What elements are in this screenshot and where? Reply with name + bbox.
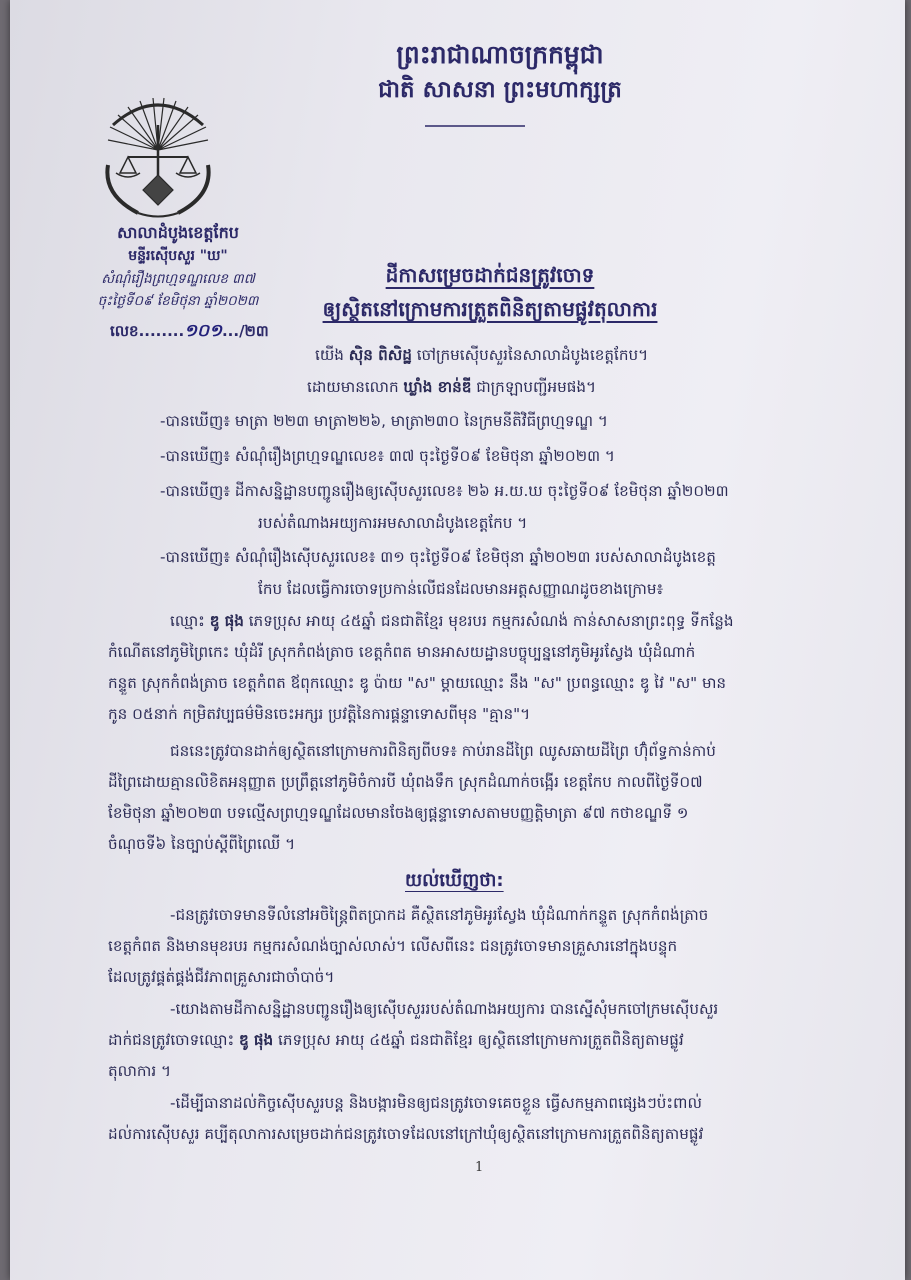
document-title-line2: ឲ្យស្ថិតនៅក្រោមការត្រួតពិនិត្យតាមផ្លូវតុលាការ	[322, 297, 658, 321]
judge-name: ស៊ិន ពិសិដ្ឋ	[348, 346, 412, 364]
defendant-name: ឌូ ផុង	[209, 612, 244, 630]
defendant-name: ឌូ ផុង	[238, 1031, 274, 1049]
document-page	[10, 0, 905, 1280]
paragraph-line: ជននេះត្រូវបានដាក់ឲ្យស្ថិតនៅក្រោមការពិនិត្យពីបទ៖ កាប់រានដីព្រៃ ឈូសឆាយដីព្រៃ ហ៊ុំព័ទ្ធកាន់កាប់	[170, 742, 716, 760]
number-label: លេខ	[110, 322, 139, 340]
judge-line: យើង ស៊ិន ពិសិដ្ឋ ចៅក្រមស៊ើបសួរនៃសាលាដំបូងខេត្តកែប។	[315, 346, 649, 364]
clerk-name: ឃ្លាំង ខាន់ឌី	[403, 378, 472, 396]
case-file-date: ចុះថ្ងៃទី០៩ ខែមិថុនា ឆ្នាំ២០២៣	[97, 293, 259, 309]
seen-item-cont: កែប ដែលធ្វើការចោទប្រកាន់លើជនដែលមានអត្តសញ្ញាណដូចខាងក្រោម៖	[258, 580, 664, 598]
section-heading: យល់ឃើញថា:	[405, 870, 504, 891]
clerk-line: ដោយមានលោក ឃ្លាំង ខាន់ឌី ជាក្រឡាបញ្ជីអមផង។	[307, 378, 597, 396]
paragraph-line: កូន ០៥នាក់ កម្រិតវប្បធម៌មិនចេះអក្សរ ប្រវត្តិនៃការផ្ដន្ទាទោសពីមុន "គ្មាន"។	[108, 705, 531, 723]
national-motto: ជាតិ សាសនា ព្រះមហាក្សត្រ	[378, 76, 622, 103]
paragraph-line: -យោងតាមដីកាសន្និដ្ឋានបញ្ជូនរឿងឲ្យស៊ើបសួររបស់តំណាងអយ្យការ បានស្នើសុំមកចៅក្រមស៊ើបសួរ	[170, 1000, 719, 1018]
case-file-number: សំណុំរឿងព្រហ្មទណ្ឌលេខ ៣៧	[101, 271, 255, 287]
document-title-line1: ដីកាសម្រេចដាក់ជនត្រូវចោទ	[385, 263, 595, 287]
court-name: សាលាដំបូងខេត្តកែប	[117, 223, 239, 242]
document-number: លេខ........១០១.../២៣	[110, 321, 269, 341]
seen-item-cont: របស់តំណាងអយ្យការអមសាលាដំបូងខេត្តកែប ។	[258, 514, 528, 532]
seen-item: -បានឃើញ៖ មាត្រា ២២៣ មាត្រា២២៦, មាត្រា២៣០ នៃក្រមនីតិវិធីព្រហ្មទណ្ឌ ។	[160, 412, 608, 430]
seen-item: -បានឃើញ៖ សំណុំរឿងស៊ើបសួរលេខ៖ ៣១ ចុះថ្ងៃទី០៩ ខែមិថុនា ឆ្នាំ២០២៣ របស់សាលាដំបូងខេត្ត	[160, 548, 716, 566]
paragraph-line: ចំណុចទី៦ នៃច្បាប់ស្ដីពីព្រៃឈើ ។	[108, 835, 296, 853]
paragraph-line: ខេត្តកំពត និងមានមុខរបរ កម្មករសំណង់ច្បាស់លាស់។ លើសពីនេះ ជនត្រូវចោទមានគ្រួសារនៅក្នុងបន្ទុក	[108, 937, 678, 955]
divider-ornament	[425, 124, 525, 128]
investigation-office: មន្ទីរស៊ើបសួរ "ឃ"	[128, 248, 228, 264]
paragraph-line: ឈ្មោះ ឌូ ផុង ភេទប្រុស អាយុ ៤៥ឆ្នាំ ជនជាតិខ្មែរ មុខរបរ កម្មករសំណង់ កាន់សាសនាព្រះពុទ្ធ ទីកន្លែង	[170, 612, 734, 630]
number-suffix: /២៣	[239, 322, 269, 340]
paragraph-line: ដែលត្រូវផ្គត់ផ្គង់ជីវភាពគ្រួសារជាចាំបាច់។	[108, 968, 335, 986]
paragraph-line: កំណើតនៅភូមិព្រៃកេះ ឃុំដំរី ស្រុកកំពង់ត្រាច ខេត្តកំពត មានអាសយដ្ឋានបច្ចុប្បន្ននៅភូមិអូរស្វែង ឃុំដំណាក់	[108, 643, 696, 661]
paragraph-line: ដីព្រៃដោយគ្មានលិខិតអនុញ្ញាត ប្រព្រឹត្តនៅភូមិចំការបី ឃុំពងទឹក ស្រុកដំណាក់ចង្អើរ ខេត្តកែប កាលពីថ្ងៃទី០៧	[108, 773, 703, 791]
kingdom-heading: ព្រះរាជាណាចក្រកម្ពុជា	[396, 40, 604, 69]
number-value: ១០១	[184, 321, 222, 341]
court-emblem-icon	[98, 95, 218, 220]
paragraph-line: -ដើម្បីធានាដល់កិច្ចស៊ើបសួរបន្ត និងបង្ការមិនឲ្យជនត្រូវចោទគេចខ្លួន ធ្វើសកម្មភាពផ្សេងៗប៉ះពាល់	[170, 1094, 702, 1112]
paragraph-line: ខែមិថុនា ឆ្នាំ២០២៣ បទល្មើសព្រហ្មទណ្ឌដែលមានចែងឲ្យផ្ដន្ទាទោសតាមបញ្ញត្តិមាត្រា ៩៧ កថាខណ្ឌទី ១	[108, 804, 689, 822]
paragraph-line: -ជនត្រូវចោទមានទីលំនៅអចិន្ត្រៃពិតប្រាកដ គឺស្ថិតនៅភូមិអូរស្វែង ឃុំដំណាក់កន្ទួត ស្រុកកំពង់ត្រាច	[170, 906, 709, 924]
page-number: 1	[475, 1160, 484, 1175]
seen-item: -បានឃើញ៖ សំណុំរឿងព្រហ្មទណ្ឌលេខ៖ ៣៧ ចុះថ្ងៃទី០៩ ខែមិថុនា ឆ្នាំ២០២៣ ។	[160, 447, 615, 465]
paragraph-line: តុលាការ ។	[108, 1062, 172, 1080]
paragraph-line: ដល់ការស៊ើបសួរ គប្បីតុលាការសម្រេចដាក់ជនត្រូវចោទដែលនៅក្រៅឃុំឲ្យស្ថិតនៅក្រោមការត្រួតពិនិត្យតាមផ្លូវ	[108, 1125, 704, 1143]
paragraph-line: ដាក់ជនត្រូវចោទឈ្មោះ ឌូ ផុង ភេទប្រុស អាយុ ៤៥ឆ្នាំ ជនជាតិខ្មែរ ឲ្យស្ថិតនៅក្រោមការត្រួតពិនិត្យតាមផ្លូវ	[108, 1031, 684, 1049]
paragraph-line: កន្ទួត ស្រុកកំពង់ត្រាច ខេត្តកំពត ឪពុកឈ្មោះ ឌូ ប៉ាយ "ស" ម្ដាយឈ្មោះ នឹង "ស" ប្រពន្ធឈ្មោះ ឌូ វៃ "ស" មាន	[108, 674, 727, 692]
seen-item: -បានឃើញ៖ ដីកាសន្និដ្ឋានបញ្ជូនរឿងឲ្យស៊ើបសួរលេខ៖ ២៦ អ.យ.ឃ ចុះថ្ងៃទី០៩ ខែមិថុនា ឆ្នាំ២០២៣	[160, 482, 729, 500]
